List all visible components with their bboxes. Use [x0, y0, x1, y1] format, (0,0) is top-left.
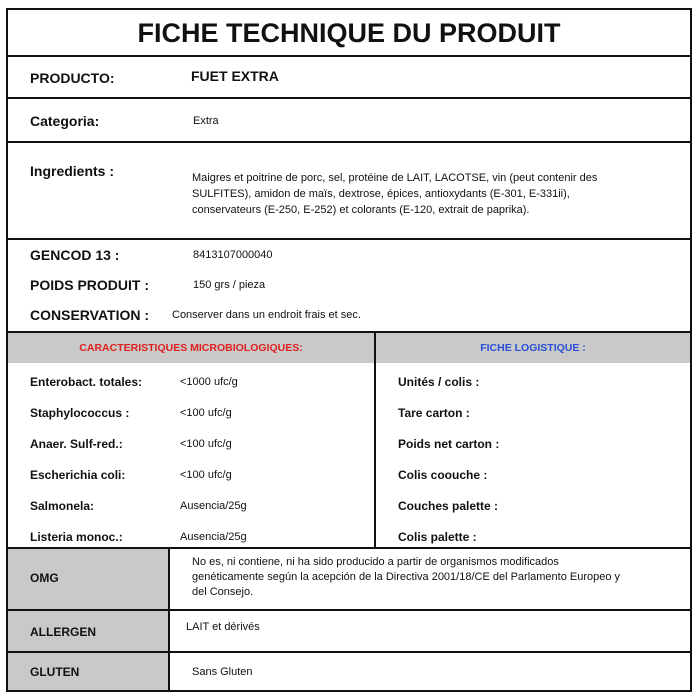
- micro-label: Anaer. Sulf-red.:: [30, 437, 123, 451]
- ingredients-line: conservateurs (E-250, E-252) et colorants (E-120, extrait de paprika).: [192, 204, 530, 216]
- logistique-header: FICHE LOGISTIQUE :: [376, 333, 690, 363]
- omg-line: del Consejo.: [192, 586, 254, 598]
- gluten-label: GLUTEN: [30, 665, 80, 679]
- omg-line: genéticamente según la acepción de la Directiva 2001/18/CE del Parlamento Europeo y: [192, 571, 621, 583]
- ingredients-text: [192, 170, 597, 218]
- ingredients-label: Ingredients :: [30, 163, 115, 179]
- micro-value: Ausencia/25g: [180, 531, 247, 543]
- omg-line: No es, ni contiene, ni ha sido producido a partir de organismos modificados: [192, 556, 559, 568]
- producto-label: PRODUCTO:: [30, 70, 115, 86]
- logistique-label: Tare carton :: [398, 406, 470, 420]
- producto-value: FUET EXTRA: [191, 68, 279, 84]
- omg-label: OMG: [30, 571, 59, 585]
- omg-row: [8, 549, 690, 611]
- micro-value: <1000 ufc/g: [180, 376, 238, 388]
- ingredients-row: [8, 143, 690, 240]
- micro-label: Staphylococcus :: [30, 406, 130, 420]
- micro-value: <100 ufc/g: [180, 438, 232, 450]
- micro-logistique-block: [8, 333, 690, 549]
- poids-value: 150 grs / pieza: [193, 279, 266, 291]
- omg-text: [192, 555, 620, 600]
- omg-label-cell: [8, 549, 170, 609]
- logistique-label: Poids net carton :: [398, 437, 500, 451]
- gencod-value: 8413107000040: [193, 249, 273, 261]
- product-details-row: [8, 240, 690, 333]
- gluten-row: [8, 653, 690, 690]
- gluten-label-cell: [8, 653, 170, 690]
- categoria-row: [8, 99, 690, 143]
- logistique-label: Unités / colis :: [398, 375, 480, 389]
- micro-header: CARACTERISTIQUES MICROBIOLOGIQUES:: [8, 333, 374, 363]
- ingredients-line: Maigres et poitrine de porc, sel, protéine de LAIT, LACOTSE, vin (peut contenir des: [192, 172, 598, 184]
- micro-label: Escherichia coli:: [30, 468, 126, 482]
- categoria-label: Categoria:: [30, 113, 100, 129]
- conservation-value: Conserver dans un endroit frais et sec.: [172, 309, 361, 321]
- gluten-value: Sans Gluten: [192, 666, 253, 678]
- micro-label: Enterobact. totales:: [30, 375, 143, 389]
- producto-row: [8, 57, 690, 99]
- micro-label: Salmonela:: [30, 499, 95, 513]
- micro-value: <100 ufc/g: [180, 407, 232, 419]
- allergen-value: LAIT et dérivés: [186, 621, 260, 633]
- micro-value: <100 ufc/g: [180, 469, 232, 481]
- ingredients-line: SULFITES), amidon de maïs, dextrose, épices, antioxydants (E-301, E-331ii),: [192, 188, 570, 200]
- product-sheet: [6, 8, 692, 692]
- page-title: FICHE TECHNIQUE DU PRODUIT: [8, 10, 690, 57]
- allergen-label-cell: [8, 611, 170, 651]
- gencod-label: GENCOD 13 :: [30, 247, 120, 263]
- poids-label: POIDS PRODUIT :: [30, 277, 150, 293]
- allergen-label: ALLERGEN: [30, 625, 96, 639]
- column-divider: [374, 333, 376, 547]
- micro-label: Listeria monoc.:: [30, 530, 123, 544]
- micro-value: Ausencia/25g: [180, 500, 247, 512]
- categoria-value: Extra: [193, 115, 219, 127]
- conservation-label: CONSERVATION :: [30, 307, 150, 323]
- allergen-row: [8, 611, 690, 653]
- logistique-label: Couches palette :: [398, 499, 499, 513]
- logistique-label: Colis palette :: [398, 530, 477, 544]
- logistique-label: Colis coouche :: [398, 468, 488, 482]
